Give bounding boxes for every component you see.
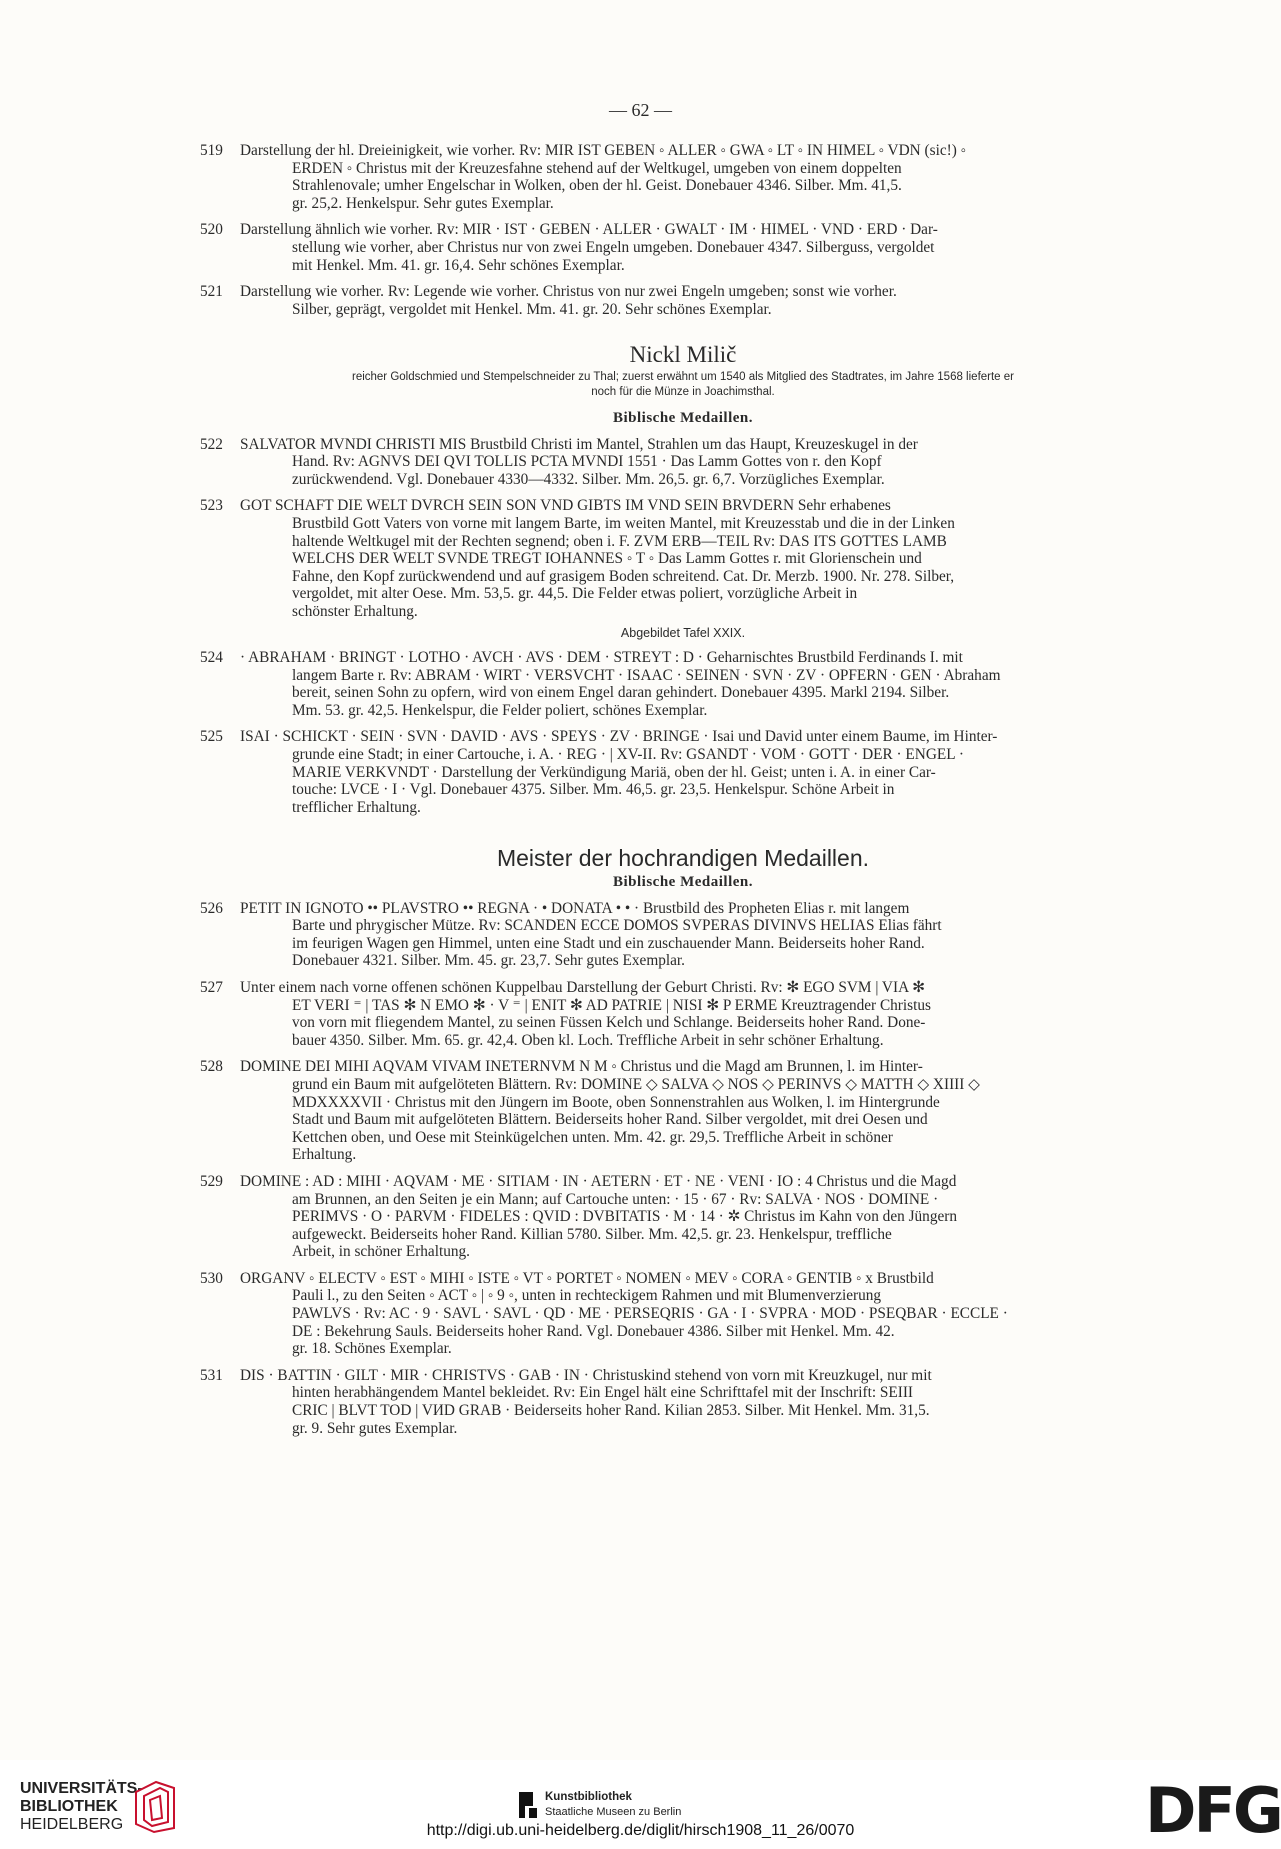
kb-line-2: Staatliche Museen zu Berlin — [545, 1806, 682, 1818]
entry-line: langem Barte r. Rv: ABRAM · WIRT · VERSVCHT · ISAAC · SEINEN · SVN · ZV · OPFERN · GEN · Abraham — [292, 666, 1001, 684]
catalog-entry — [200, 1367, 1166, 1437]
kb-line-1: Kunstbibliothek — [545, 1791, 632, 1803]
entry-number: 522 — [200, 435, 223, 453]
entry-line: zurückwendend. Vgl. Donebauer 4330—4332. Silber. Mm. 26,5. gr. 6,7. Vorzügliches Exemplar. — [292, 470, 885, 488]
entry-line: Stadt und Baum mit aufgelöteten Blättern. Beiderseits hoher Rand. Silber vergoldet, mit drei Oesen und — [292, 1111, 928, 1129]
entry-number: 519 — [200, 142, 223, 159]
entry-number: 520 — [200, 221, 223, 239]
entry-line: von vorn mit fliegendem Mantel, zu seinen Füssen Kelch und Schlange. Beiderseits hoher Rand. Done- — [292, 1014, 926, 1032]
catalog-entry — [200, 436, 1166, 489]
entry-line: bereit, seinen Sohn zu opfern, wird von einem Engel daran gehindert. Donebauer 4395. Markl 2194. Silber. — [292, 684, 950, 702]
entry-line: GOT SCHAFT DIE WELT DVRCH SEIN SON VND GIBTS IM VND SEIN BRVDERN Sehr erhabenes — [240, 497, 891, 515]
entry-line: DE : Bekehrung Sauls. Beiderseits hoher Rand. Vgl. Donebauer 4386. Silber mit Henkel. Mm. 42. — [292, 1322, 895, 1340]
subhead-biblische-1: Biblische Medaillen. — [612, 409, 753, 426]
entry-number: 529 — [200, 1172, 223, 1190]
dfg-logo[interactable]: DFG — [1145, 1774, 1281, 1847]
entry-number: 526 — [200, 899, 223, 917]
entry-line: gr. 9. Sehr gutes Exemplar. — [292, 1419, 458, 1437]
entry-line: PAWLVS · Rv: AC · 9 · SAVL · SAVL · QD · ME · PERSEQRIS · GA · I · SVPRA · MOD · PSEQBAR · ECCLE · — [292, 1305, 1008, 1323]
entry-line: touche: LVCE · I · Vgl. Donebauer 4375. Silber. Mm. 46,5. gr. 23,5. Henkelspur. Schöne Arbeit in — [292, 781, 895, 799]
page-number: — 62 — — [609, 100, 672, 120]
entry-line: am Brunnen, an den Seiten je ein Mann; auf Cartouche unten: · 15 · 67 · Rv: SALVA · NOS · DOMINE · — [292, 1190, 939, 1208]
entry-number: 531 — [200, 1366, 223, 1384]
entry-line: hinten herabhängendem Mantel bekleidet. Rv: Ein Engel hält eine Schrifttafel mit der Inschrift: SEIII — [292, 1384, 914, 1402]
entry-line: PERIMVS · O · PARVM · FIDELES : QVID : DVBITATIS · M · 14 · ✲ Christus im Kahn von den Jüngern — [292, 1208, 958, 1226]
entry-line: PETIT IN IGNOTO •• PLAVSTRO •• REGNA · • DONATA • • · Brustbild des Propheten Elias r. mit langem — [240, 899, 910, 917]
section-title-milic: Nickl Milič — [629, 342, 737, 368]
entry-line: MARIE VERKVNDT · Darstellung der Verkündigung Mariä, oben der hl. Geist; unten i. A. in einer Car- — [292, 763, 936, 781]
catalog-entry — [200, 221, 1166, 274]
entry-line: ERDEN ◦ Christus mit der Kreuzesfahne stehend auf der Weltkugel, umgeben von einem doppelten — [292, 159, 902, 177]
artist-bio — [198, 370, 1168, 400]
catalog-entry — [200, 1058, 1166, 1164]
entry-line: MDXXXXVII · Christus mit den Jüngern im Boote, oben Sonnenstrahlen aus Wolken, l. im Hintergrunde — [292, 1093, 940, 1111]
entry-line: aufgeweckt. Beiderseits hoher Rand. Killian 5780. Silber. Mm. 42,5. gr. 23. Henkelspur, treffliche — [292, 1225, 892, 1243]
entry-number: 530 — [200, 1269, 223, 1287]
uni-logo-line-2: BIBLIOTHEK — [20, 1798, 118, 1815]
entry-line: vergoldet, mit alter Oese. Mm. 53,5. gr. 44,5. Die Felder etwas poliert, vorzügliche Arbeit in — [292, 585, 858, 603]
entry-line: Darstellung der hl. Dreieinigkeit, wie vorher. Rv: MIR IST GEBEN ◦ ALLER ◦ GWA ◦ LT ◦ IN HIMEL ◦ VDN (sic!) ◦ — [240, 142, 967, 159]
entry-line: gr. 25,2. Henkelspur. Sehr gutes Exemplar. — [292, 194, 554, 212]
entry-line: Hand. Rv: AGNVS DEI QVI TOLLIS PCTA MVNDI 1551 · Das Lamm Gottes von r. den Kopf — [292, 453, 882, 471]
entry-line: trefflicher Erhaltung. — [292, 798, 421, 816]
catalog-entry — [200, 979, 1166, 1049]
catalog-content — [200, 142, 1166, 1446]
entry-line: haltende Weltkugel mit der Rechten segnend; oben i. F. ZVM ERB—TEIL Rv: DAS ITS GOTTES LAMB — [292, 532, 947, 550]
entry-line: WELCHS DER WELT SVNDE TREGT IOHANNES ◦ T ◦ Das Lamm Gottes r. mit Glorienschein und — [292, 550, 922, 568]
entry-line: DIS · BATTIN · GILT · MIR · CHRISTVS · GAB · IN · Christuskind stehend von vorn mit Kreuzkugel, nur mit — [240, 1366, 932, 1384]
entry-line: Unter einem nach vorne offenen schönen Kuppelbau Darstellung der Geburt Christi. Rv: ✻ EGO SVM | VIA ✻ — [240, 978, 925, 996]
entry-number: 528 — [200, 1058, 223, 1076]
entry-line: Fahne, den Kopf zurückwendend und auf grasigem Boden schreitend. Cat. Dr. Merzb. 1900. Nr. 278. Silber, — [292, 567, 955, 585]
entry-line: Pauli l., zu den Seiten ◦ ACT ◦ | ◦ 9 ◦, unten in rechteckigem Rahmen und mit Blumenverzierung — [292, 1287, 882, 1305]
catalog-entry — [200, 900, 1166, 970]
uni-logo-line-3: HEIDELBERG — [20, 1816, 124, 1833]
entry-line: ET VERI ⁼ | TAS ✻ N EMO ✻ · V ⁼ | ENIT ✻ AD PATRIE | NISI ✻ P ERME Kreuztragender Christus — [292, 996, 931, 1014]
entry-line: DOMINE : AD : MIHI · AQVAM · ME · SITIAM · IN · AETERN · ET · NE · VENI · IO : 4 Christus und die Magd — [240, 1172, 957, 1190]
section-title-hochrandig: Meister der hochrandigen Medaillen. — [496, 845, 870, 872]
catalog-entry — [200, 1173, 1166, 1261]
footer-bar — [0, 1760, 1281, 1849]
entry-line: Mm. 53. gr. 42,5. Henkelspur, die Felder poliert, schönes Exemplar. — [292, 701, 708, 719]
entry-line: Barte und phrygischer Mütze. Rv: SCANDEN ECCE DOMOS SVPERAS DIVINVS HELIAS Elias fährt — [292, 917, 942, 935]
entry-line: bauer 4350. Silber. Mm. 65. gr. 42,4. Oben kl. Loch. Treffliche Arbeit in sehr schöner Erhaltung. — [292, 1031, 884, 1049]
entries-group-b — [200, 436, 1166, 621]
entry-line: gr. 18. Schönes Exemplar. — [292, 1340, 452, 1358]
entry-number: 524 — [200, 649, 223, 667]
catalog-entry — [200, 283, 1166, 318]
uni-logo-line-1: UNIVERSITÄTS- — [20, 1780, 143, 1797]
source-url-link[interactable]: http://digi.ub.uni-heidelberg.de/diglit/hirsch1908_11_26/0070 — [426, 1822, 855, 1839]
entry-line: grunde eine Stadt; in einer Cartouche, i. A. · REG · | XV-II. Rv: GSANDT · VOM · GOTT · DER · ENGEL · — [292, 746, 964, 764]
entry-line: Brustbild Gott Vaters von vorne mit langem Barte, im weiten Mantel, mit Kreuzesstab und die in der Linken — [292, 514, 955, 532]
entry-line: Arbeit, in schöner Erhaltung. — [292, 1243, 470, 1261]
entry-line: Darstellung wie vorher. Rv: Legende wie vorher. Christus von nur zwei Engeln umgeben; sonst wie vorher. — [240, 283, 897, 301]
entry-line: ORGANV ◦ ELECTV ◦ EST ◦ MIHI ◦ ISTE ◦ VT ◦ PORTET ◦ NOMEN ◦ MEV ◦ CORA ◦ GENTIB ◦ x Brustbild — [240, 1269, 934, 1287]
entry-line: Silber, geprägt, vergoldet mit Henkel. Mm. 41. gr. 20. Sehr schönes Exemplar. — [292, 300, 772, 318]
artist-bio-line-1: reicher Goldschmied und Stempelschneider zu Thal; zuerst erwähnt um 1540 als Mitglied des Stadtrates, im Jahre 1568 lieferte er — [351, 370, 1014, 383]
kunstbibliothek-logo[interactable] — [545, 1790, 681, 1820]
entry-line: SALVATOR MVNDI CHRISTI MIS Brustbild Christi im Mantel, Strahlen um das Haupt, Kreuzeskugel in der — [240, 435, 918, 453]
entry-line: DOMINE DEI MIHI AQVAM VIVAM INETERNVM N M ◦ Christus und die Magd am Brunnen, l. im Hinter- — [240, 1058, 923, 1076]
entry-number: 525 — [200, 728, 223, 746]
entry-line: Strahlenovale; umher Engelschar in Wolken, oben der hl. Geist. Donebauer 4346. Silber. Mm. 41,5. — [292, 177, 902, 195]
entry-number: 527 — [200, 978, 223, 996]
entries-group-c — [200, 649, 1166, 816]
catalog-entry — [200, 728, 1166, 816]
catalog-entry — [200, 649, 1166, 719]
plate-note: Abgebildet Tafel XXIX. — [620, 626, 746, 641]
entry-number: 523 — [200, 497, 223, 515]
catalog-entry — [200, 142, 1166, 212]
entry-line: Kettchen oben, und Oese mit Steinkügelchen unten. Mm. 42. gr. 29,5. Treffliche Arbeit in schöner — [292, 1128, 893, 1146]
entry-line: Donebauer 4321. Silber. Mm. 45. gr. 23,7. Sehr gutes Exemplar. — [292, 952, 685, 970]
entry-line: CRIC | BLVT TOD | VИD GRAB · Beiderseits hoher Rand. Kilian 2853. Silber. Mit Henkel. Mm. 31,5. — [292, 1402, 930, 1420]
entry-line: Darstellung ähnlich wie vorher. Rv: MIR · IST · GEBEN · ALLER · GWALT · IM · HIMEL · VND · ERD · Dar- — [240, 221, 938, 239]
entry-line: schönster Erhaltung. — [292, 602, 418, 620]
entry-line: stellung wie vorher, aber Christus nur von zwei Engeln umgeben. Donebauer 4347. Silberguss, vergoldet — [292, 238, 935, 256]
entry-number: 521 — [200, 283, 223, 301]
entry-line: im feurigen Wagen gen Himmel, unten eine Stadt und ein zuschauender Mann. Beiderseits hoher Rand. — [292, 934, 925, 952]
kunstbibliothek-icon — [515, 1790, 541, 1820]
entry-line: grund ein Baum mit aufgelöteten Blättern. Rv: DOMINE ◇ SALVA ◇ NOS ◇ PERINVS ◇ MATTH ◇ XIIII ◇ — [292, 1075, 980, 1093]
entry-line: ISAI · SCHICKT · SEIN · SVN · DAVID · AVS · SPEYS · ZV · BRINGE · Isai und David unter einem Baume, im Hinter- — [240, 728, 998, 746]
catalog-entry — [200, 497, 1166, 620]
entry-line: mit Henkel. Mm. 41. gr. 16,4. Sehr schönes Exemplar. — [292, 256, 625, 274]
entries-group-a — [200, 142, 1166, 318]
artist-bio-line-2: noch für die Münze in Joachimsthal. — [591, 385, 775, 398]
entry-line: Erhaltung. — [292, 1146, 357, 1164]
subhead-biblische-2: Biblische Medaillen. — [612, 874, 753, 890]
catalog-entry — [200, 1270, 1166, 1358]
entries-group-d — [200, 900, 1166, 1438]
entry-line: · ABRAHAM · BRINGT · LOTHO · AVCH · AVS · DEM · STREYT : D · Geharnischtes Brustbild Ferdinands I. mit — [240, 649, 963, 667]
